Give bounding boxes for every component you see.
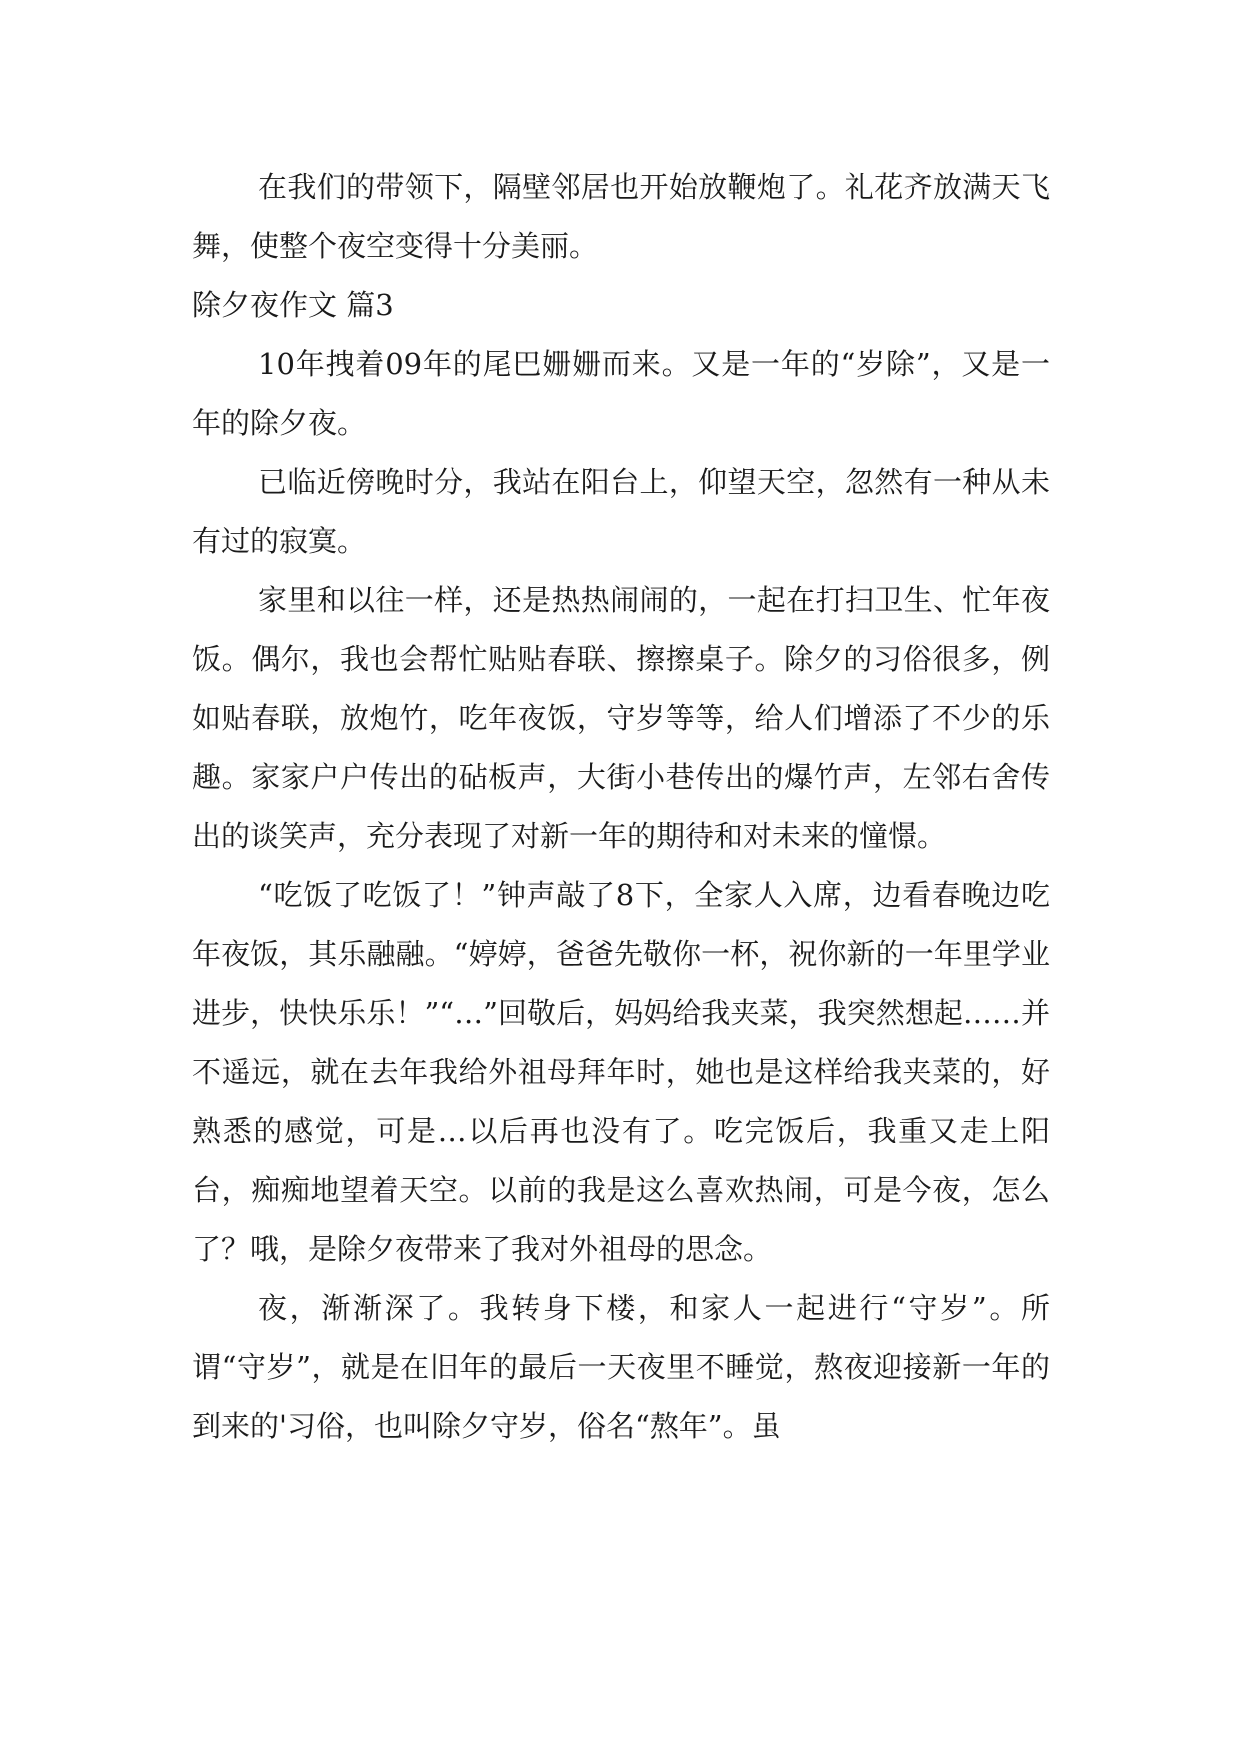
paragraph-customs: 家里和以往一样，还是热热闹闹的，一起在打扫卫生、忙年夜饭。偶尔，我也会帮忙贴贴春联、擦擦桌子。除夕的习俗很多，例如贴春联，放炮竹，吃年夜饭，守岁等等，给人们增添了不少的乐趣。家家户户传出的砧板声，大街小巷传出的爆竹声，左邻右舍传出的谈笑声，充分表现了对新一年的期待和对未来的憧憬。 — [192, 583, 1050, 853]
section-heading: 除夕夜作文 篇3 — [192, 288, 394, 322]
paragraph-fireworks: 在我们的带领下，隔壁邻居也开始放鞭炮了。礼花齐放满天飞舞，使整个夜空变得十分美丽。 — [192, 170, 1050, 263]
document-body — [192, 158, 1050, 1456]
paragraph-shousui: 夜，渐渐深了。我转身下楼，和家人一起进行“守岁”。所谓“守岁”，就是在旧年的最后一天夜里不睡觉，熬夜迎接新一年的到来的'习俗，也叫除夕守岁，俗名“熬年”。虽 — [192, 1291, 1050, 1443]
paragraph-dinner: “吃饭了吃饭了！”钟声敲了8下，全家人入席，边看春晚边吃年夜饭，其乐融融。“婷婷，爸爸先敬你一杯，祝你新的一年里学业进步，快快乐乐！”“…”回敬后，妈妈给我夹菜，我突然想起……并不遥远，就在去年我给外祖母拜年时，她也是这样给我夹菜的，好熟悉的感觉，可是…以后再也没有了。吃完饭后，我重又走上阳台，痴痴地望着天空。以前的我是这么喜欢热闹，可是今夜，怎么了？哦，是除夕夜带来了我对外祖母的思念。 — [192, 878, 1050, 1266]
paragraph-balcony: 已临近傍晚时分，我站在阳台上，仰望天空，忽然有一种从未有过的寂寞。 — [192, 465, 1050, 558]
paragraph-new-year: 10年拽着09年的尾巴姗姗而来。又是一年的“岁除”，又是一年的除夕夜。 — [192, 347, 1050, 440]
